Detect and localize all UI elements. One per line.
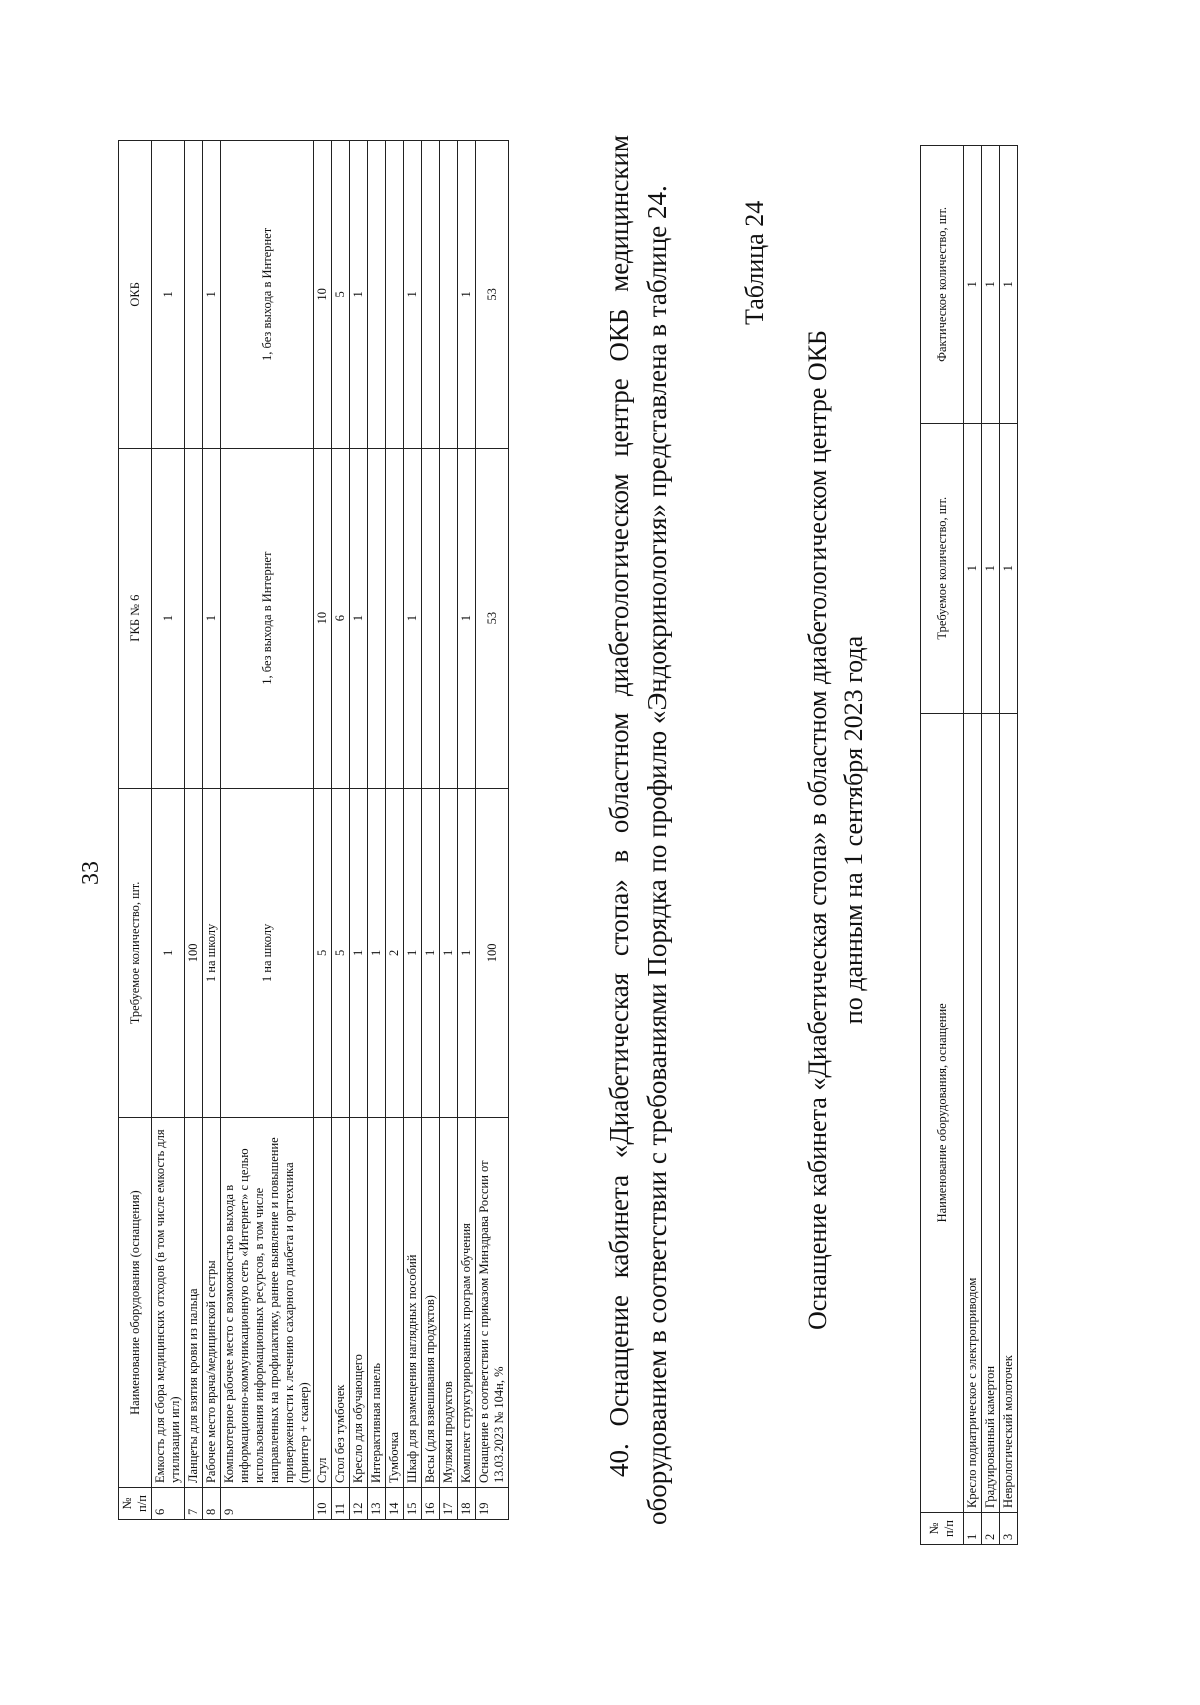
table-cell: Емкость для сбора медицинских отходов (в том числе емкость для утилизации игл) [152,1118,185,1488]
table-cell [386,141,404,449]
table-cell: Муляжи продуктов [440,1118,458,1488]
table-cell: 10 [314,448,332,788]
table-cell: 1 [203,448,221,788]
table-cell: 1 [458,448,476,788]
table-cell: Стол без тумбочек [332,1118,350,1488]
table-row [368,141,386,1520]
table-cell [368,141,386,449]
table-row [386,141,404,1520]
table-cell: 2 [386,788,404,1118]
table-cell [368,448,386,788]
table-row [152,141,185,1520]
caption-line: по данным на 1 сентября 2023 года [839,635,868,1025]
table-header-row [921,146,964,1545]
table-cell: 1, без выхода в Интернет [221,141,314,449]
table-number: Таблица 24 [740,200,769,325]
table-cell [386,448,404,788]
table-cell: Комплект структурированных програм обучения [458,1118,476,1488]
table-cell: 100 [476,788,509,1118]
paragraph-40: 40. Оснащение кабинета «Диабетическая стопа» в областном диабетологическом центре ОКБ медицинским оборудованием в соответствии с требованиями Порядка по профилю «Эндокринология» представлена в таблице 24. [604,135,672,1525]
table-cell: 1 на школу [221,788,314,1118]
table-cell: 12 [350,1488,368,1520]
table-cell: Градуированный камертон [982,713,1000,1512]
table-cell: 5 [332,788,350,1118]
table-cell: 53 [476,141,509,449]
table-cell: 1 [203,141,221,449]
table-cell: 53 [476,448,509,788]
table-cell: Интерактивная панель [368,1118,386,1488]
table-row [404,141,422,1520]
table-cell: 1 [982,423,1000,713]
table-cell: 6 [152,1488,185,1520]
table-cell: 19 [476,1488,509,1520]
table-cell: 1 [368,788,386,1118]
table-row [203,141,221,1520]
table-cell: 1 [350,788,368,1118]
table-cell: 1, без выхода в Интернет [221,448,314,788]
table-cell: 1 [152,788,185,1118]
table-cell: 1 [982,146,1000,424]
table-cell [440,141,458,449]
table-cell: 1 [404,448,422,788]
table-cell: 1 [152,141,185,449]
header-cell: Требуемое количество, шт. [119,788,152,1118]
table-cell: 10 [314,1488,332,1520]
table-cell: 18 [458,1488,476,1520]
table-cell: 13 [368,1488,386,1520]
header-cell: Фактическое количество, шт. [921,146,964,424]
header-cell: Наименование оборудования, оснащение [921,713,964,1512]
table-cell: 1 на школу [203,788,221,1118]
table-cell: 100 [185,788,203,1118]
table-row [332,141,350,1520]
table-row [458,141,476,1520]
table-cell [185,141,203,449]
table-row [314,141,332,1520]
table-row [350,141,368,1520]
table-cell: 1 [1000,146,1018,424]
table-cell: 2 [982,1513,1000,1545]
table-header-row [119,141,152,1520]
table-cell: 1 [350,448,368,788]
header-cell: № п/п [119,1488,152,1520]
table-cell: 1 [350,141,368,449]
table-row [982,146,1000,1545]
diabetic-foot-table [920,145,1018,1545]
table-cell: Весы (для взвешивания продуктов) [422,1118,440,1488]
caption-line: Оснащение кабинета «Диабетическая стопа» в областном диабетологическом центре ОКБ [803,330,832,1330]
table-cell: 14 [386,1488,404,1520]
table-cell: 1 [964,146,982,424]
table-cell: Кресло подиатрическое с электроприводом [964,713,982,1512]
equipment-table-body [152,141,509,1520]
table-cell: Неврологический молоточек [1000,713,1018,1512]
table-row [440,141,458,1520]
table-cell: 7 [185,1488,203,1520]
table-cell: Компьютерное рабочее место с возможностью выхода в информационно-коммуникационную сеть «Интернет» с целью использования информационных ресурсов, в том числе направленных на профилактику, раннее выявление и повышение приверженности к лечению сахарного диабета и оргтехника (принтер + сканер) [221,1118,314,1488]
table-cell: 1 [458,141,476,449]
table-cell: 16 [422,1488,440,1520]
diabetic-foot-table-body [964,146,1018,1545]
header-cell: ОКБ [119,141,152,449]
table-row [185,141,203,1520]
table-cell [422,141,440,449]
table-cell: 1 [404,788,422,1118]
table-cell: Ланцеты для взятия крови из пальца [185,1118,203,1488]
table-cell: 10 [314,141,332,449]
table-cell: Тумбочка [386,1118,404,1488]
table-cell: 15 [404,1488,422,1520]
header-cell: ГКБ № 6 [119,448,152,788]
table-cell: 5 [332,141,350,449]
table-cell [422,448,440,788]
equipment-table [118,140,509,1520]
table-cell: 1 [458,788,476,1118]
table-cell: 1 [152,448,185,788]
table-cell [440,448,458,788]
table-row [422,141,440,1520]
table-cell: 1 [422,788,440,1118]
table-row [221,141,314,1520]
table-cell: 1 [1000,423,1018,713]
table-cell: 3 [1000,1513,1018,1545]
table-cell: 1 [964,423,982,713]
table-cell: 1 [964,1513,982,1545]
table-cell: 9 [221,1488,314,1520]
table-caption [800,135,872,1525]
table-cell: 17 [440,1488,458,1520]
table-cell [185,448,203,788]
header-cell: Наименование оборудования (оснащения) [119,1118,152,1488]
table-cell: Шкаф для размещения наглядных пособий [404,1118,422,1488]
table-cell: 8 [203,1488,221,1520]
table-cell: Рабочее место врача/медицинской сестры [203,1118,221,1488]
table-cell: 11 [332,1488,350,1520]
table-cell: Оснащение в соответствии с приказом Минздрава России от 13.03.2023 № 104н, % [476,1118,509,1488]
table-cell: 6 [332,448,350,788]
table-cell: Стул [314,1118,332,1488]
table-cell: Кресло для обучающего [350,1118,368,1488]
table-row [1000,146,1018,1545]
table-cell: 1 [440,788,458,1118]
table-row [476,141,509,1520]
table-cell: 5 [314,788,332,1118]
page-number: 33 [78,861,104,885]
table-row [964,146,982,1545]
header-cell: № п/п [921,1513,964,1545]
table-cell: 1 [404,141,422,449]
header-cell: Требуемое количество, шт. [921,423,964,713]
